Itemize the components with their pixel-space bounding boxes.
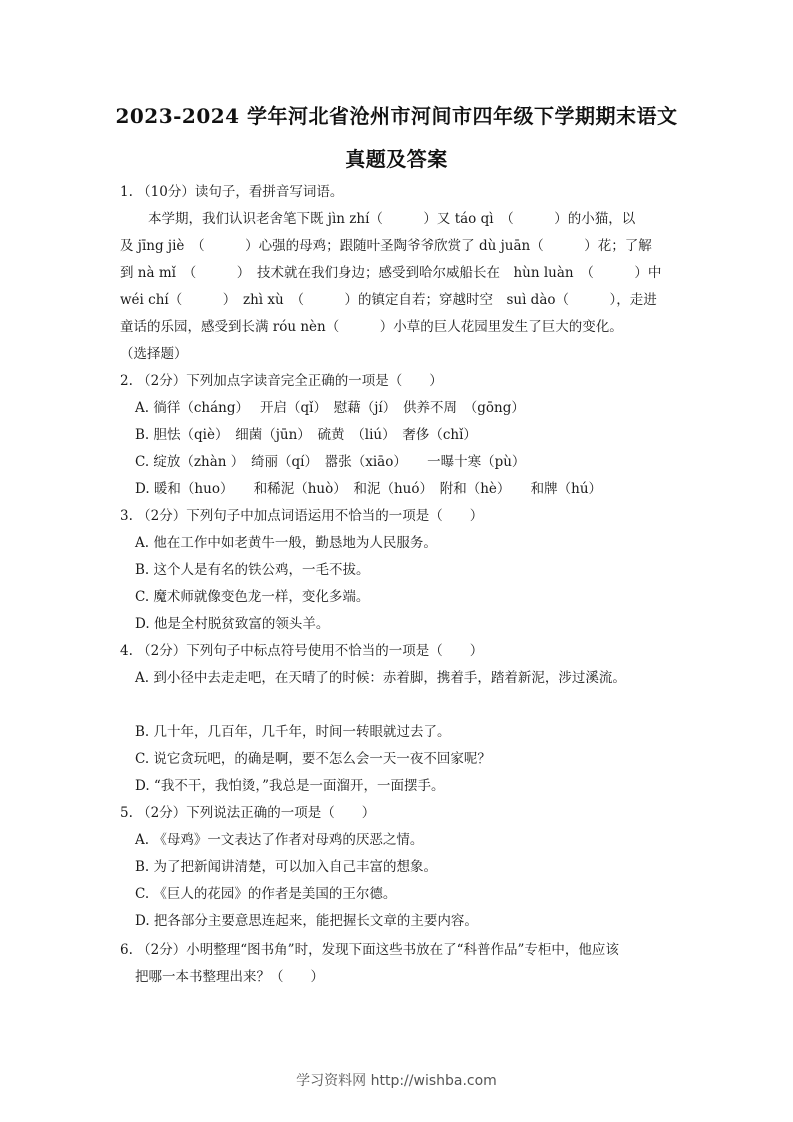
question-1-text-line: 及 jīng jiè （ ）心强的母鸡；跟随叶圣陶爷爷欣赏了 dù juān（ ）花；了解 [120,238,652,254]
question-1-text-line: 到 nà mǐ （ ） 技术就在我们身边；感受到哈尔威船长在 hùn luàn （ ）中 [120,265,662,281]
question-3-option-d: D. 他是全村脱贫致富的领头羊。 [135,616,330,632]
question-6-heading: 6. （2分）小明整理“图书角”时，发现下面这些书放在了“科普作品”专柜中，他应该 [120,942,619,958]
question-1-heading: 1. （10分）读句子，看拼音写词语。 [120,184,344,200]
question-4-option-a: A. 到小径中去走走吧，在天晴了的时候：赤着脚，携着手，踏着新泥，涉过溪流。 [135,670,626,686]
question-3-heading: 3. （2分）下列句子中加点词语运用不恰当的一项是（ ） [120,508,484,524]
question-5-option-c: C. 《巨人的花园》的作者是美国的王尔德。 [135,886,397,902]
question-1-text-line: wéi chí（ ） zhì xù （ ）的镇定自若；穿越时空 suì dào（ ），走进 [120,292,657,308]
question-4-heading: 4. （2分）下列句子中标点符号使用不恰当的一项是（ ） [120,643,484,659]
question-5-option-a: A. 《母鸡》一文表达了作者对母鸡的厌恶之情。 [135,832,424,848]
question-2-option-c: C. 绽放（zhàn ） 绮丽（qí） 嚣张（xiāo） 一曝十寒（pù） [135,454,526,470]
question-5-heading: 5. （2分）下列说法正确的一项是（ ） [120,805,376,821]
question-5-option-b: B. 为了把新闻讲清楚，可以加入自己丰富的想象。 [135,859,438,875]
question-2-option-a: A. 徜徉（cháng） 开启（qǐ） 慰藉（jí） 供养不周 （gōng） [135,400,525,416]
question-3-option-a: A. 他在工作中如老黄牛一般，勤恳地为人民服务。 [135,535,437,551]
question-4-option-c: C. 说它贪玩吧，的确是啊，要不怎么会一天一夜不回家呢？ [135,751,491,767]
question-2-heading: 2. （2分）下列加点字读音完全正确的一项是（ ） [120,373,443,389]
document-title-line-2: 真题及答案 [345,147,448,171]
question-3-option-c: C. 魔术师就像变色龙一样，变化多端。 [135,589,370,605]
question-6-text-line: 把哪一本书整理出来？（ ） [135,969,324,985]
question-4-option-b: B. 几十年，几百年，几千年，时间一转眼就过去了。 [135,724,451,740]
question-1-text-line: 本学期，我们认识老舍笔下既 jìn zhí（ ）又 táo qì （ ）的小猫，以 [148,211,636,227]
question-2-option-d: D. 暖和（huo） 和稀泥（huò） 和泥（huó） 附和（hè） 和牌（hú） [135,481,603,497]
question-1-text-line: 童话的乐园，感受到长满 róu nèn（ ）小草的巨人花园里发生了巨大的变化。 [120,319,623,335]
question-3-option-b: B. 这个人是有名的铁公鸡，一毛不拔。 [135,562,370,578]
document-title-line-1: 2023-2024 学年河北省沧州市河间市四年级下学期期末语文 [115,104,678,128]
section-label: （选择题） [120,346,188,362]
question-4-option-d: D. “我不干，我怕烫，”我总是一面溜开，一面摆手。 [135,778,445,794]
question-2-option-b: B. 胆怯（qiè） 细菌（jūn） 硫黄 （liú） 奢侈（chǐ） [135,427,477,443]
question-5-option-d: D. 把各部分主要意思连起来，能把握长文章的主要内容。 [135,913,478,929]
page-footer: 学习资料网 http://wishba.com [296,1073,497,1089]
